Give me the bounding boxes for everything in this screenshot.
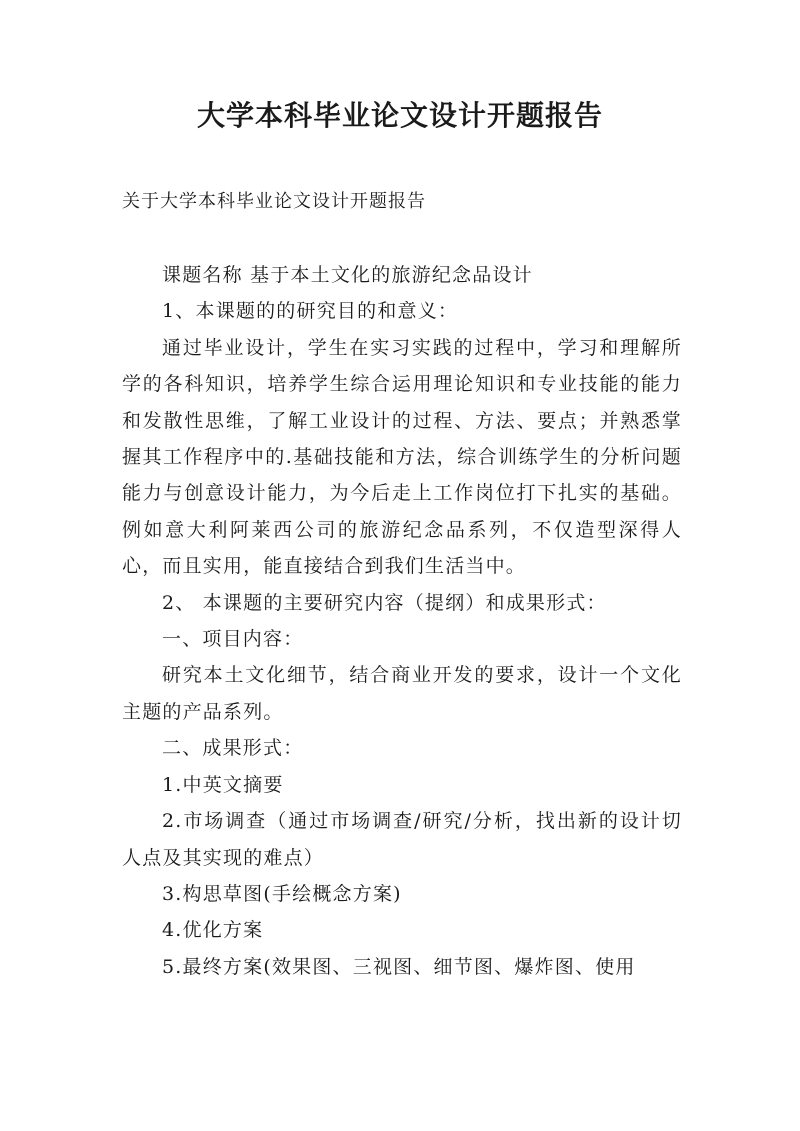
document-subtitle: 关于大学本科毕业论文设计开题报告 [122, 191, 426, 212]
list-item-optimization: 4.优化方案 [162, 919, 264, 942]
paragraph-purpose: 通过毕业设计，学生在实习实践的过程中，学习和理解所学的各科知识，培养学生综合运用理论知识和专业技能的能力和发散性思维，了解工业设计的过程、方法、要点；并熟悉掌握其工作程序中的.基础技能和方法，综合训练学生的分析问题能力与创意设计能力，为今后走上工作岗位打下扎实的基础。例如意大利阿莱西公司的旅游纪念品系列，不仅造型深得人心，而且实用，能直接结合到我们生活当中。 [122, 336, 682, 578]
paragraph-project-heading: 一、项目内容： [162, 628, 304, 651]
paragraph-project-content: 研究本土文化细节，结合商业开发的要求，设计一个文化主题的产品系列。 [122, 664, 682, 723]
paragraph-section-2-heading: 2、 本课题的主要研究内容（提纲）和成果形式： [162, 591, 607, 614]
document-body [122, 257, 682, 985]
list-item-market-research: 2.市场调查（通过市场调查/研究/分析，找出新的设计切人点及其实现的难点） [122, 810, 682, 869]
list-item-sketches: 3.构思草图(手绘概念方案) [162, 882, 402, 905]
paragraph-section-1-heading: 1、本课题的的研究目的和意义： [162, 300, 459, 323]
paragraph-topic-name: 课题名称 基于本土文化的旅游纪念品设计 [162, 264, 533, 286]
list-item-final-plan: 5.最终方案(效果图、三视图、细节图、爆炸图、使用 [162, 955, 636, 978]
list-item-abstract: 1.中英文摘要 [162, 773, 284, 796]
document-title: 大学本科毕业论文设计开题报告 [196, 99, 603, 132]
paragraph-results-heading: 二、成果形式： [162, 737, 304, 760]
